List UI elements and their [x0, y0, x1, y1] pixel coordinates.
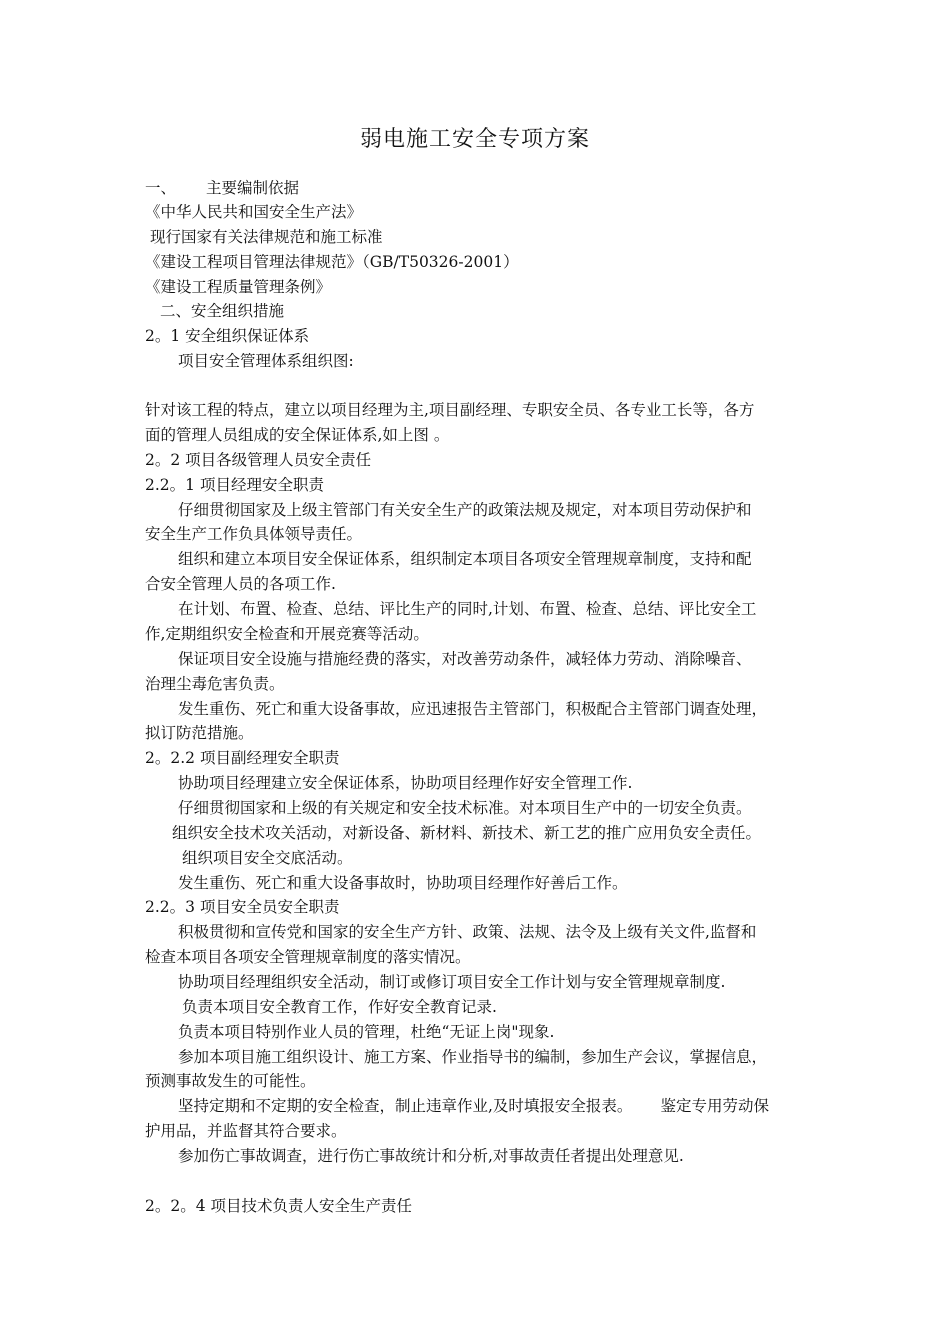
text-line: 安全生产工作负具体领导责任。 [145, 525, 363, 543]
document-title: 弱电施工安全专项方案 [359, 127, 590, 152]
subsection-heading: 2.2。3 项目安全员安全职责 [145, 898, 340, 916]
subsection-heading: 2.2。1 项目经理安全职责 [145, 476, 324, 494]
text-line: 组织项目安全交底活动。 [182, 849, 353, 867]
text-line: 预测事故发生的可能性。 [145, 1072, 316, 1090]
text-line [178, 1094, 858, 1118]
subsection-heading: 2。2。4 项目技术负责人安全生产责任 [145, 1197, 413, 1215]
text-line: 针对该工程的特点，建立以项目经理为主,项目副经理、专职安全员、各专业工长等，各方 [145, 401, 755, 419]
text-line: 负责本项目安全教育工作，作好安全教育记录. [182, 998, 497, 1016]
text-line: 拟订防范措施。 [145, 724, 254, 742]
text-line: 仔细贯彻国家和上级的有关规定和安全技术标准。对本项目生产中的一切安全负责。 [178, 799, 752, 817]
text-line: 发生重伤、死亡和重大设备事故时，协助项目经理作好善后工作。 [178, 874, 628, 892]
section-number: 一、 [145, 179, 177, 197]
text-line: 参加本项目施工组织设计、施工方案、作业指导书的编制，参加生产会议，掌握信息， [178, 1048, 768, 1066]
text-segment: 坚持定期和不定期的安全检查，制止违章作业,及时填报安全报表。 [178, 1097, 633, 1115]
text-line: 检查本项目各项安全管理规章制度的落实情况。 [145, 948, 471, 966]
text-line: 协助项目经理组织安全活动，制订或修订项目安全工作计划与安全管理规章制度. [178, 973, 726, 991]
section-title: 主要编制依据 [206, 179, 300, 197]
subsection-heading: 2。2 项目各级管理人员安全责任 [145, 451, 372, 469]
text-line: 组织和建立本项目安全保证体系，组织制定本项目各项安全管理规章制度，支持和配 [178, 550, 752, 568]
text-line: 仔细贯彻国家及上级主管部门有关安全生产的政策法规及规定，对本项目劳动保护和 [178, 501, 752, 519]
text-line: 发生重伤、死亡和重大设备事故，应迅速报告主管部门，积极配合主管部门调查处理， [178, 700, 768, 718]
text-line: 作,定期组织安全检查和开展竞赛等活动。 [145, 625, 429, 643]
subsection-heading: 2。2.2 项目副经理安全职责 [145, 749, 340, 767]
text-line: 治理尘毒危害负责。 [145, 675, 285, 693]
text-line: 面的管理人员组成的安全保证体系,如上图 。 [145, 426, 450, 444]
text-line: 组织安全技术攻关活动，对新设备、新材料、新技术、新工艺的推广应用负安全责任。 [172, 824, 762, 842]
text-line: 合安全管理人员的各项工作. [145, 575, 336, 593]
text-line: 现行国家有关法律规范和施工标准 [150, 228, 383, 246]
text-line: 《建设工程质量管理条例》 [145, 278, 332, 296]
text-line: 《中华人民共和国安全生产法》 [145, 203, 363, 221]
text-line: 负责本项目特别作业人员的管理，杜绝“无证上岗"现象. [178, 1023, 555, 1041]
section-heading [145, 176, 825, 200]
text-line: 在计划、布置、检查、总结、评比生产的同时,计划、布置、检查、总结、评比安全工 [178, 600, 757, 618]
text-line: 积极贯彻和宣传党和国家的安全生产方针、政策、法规、法令及上级有关文件,监督和 [178, 923, 757, 941]
text-line: 参加伤亡事故调查，进行伤亡事故统计和分析,对事故责任者提出处理意见. [178, 1147, 684, 1165]
text-line: 《建设工程项目管理法律规范》（GB/T50326-2001） [145, 253, 519, 271]
section-heading: 二、安全组织措施 [160, 302, 285, 320]
subsection-heading: 2。1 安全组织保证体系 [145, 327, 310, 345]
text-line: 护用品，并监督其符合要求。 [145, 1122, 347, 1140]
text-line: 项目安全管理体系组织图: [178, 352, 354, 370]
text-line: 保证项目安全设施与措施经费的落实，对改善劳动条件，减轻体力劳动、消除噪音、 [178, 650, 752, 668]
text-segment: 鉴定专用劳动保 [660, 1097, 769, 1115]
text-line: 协助项目经理建立安全保证体系，协助项目经理作好安全管理工作. [178, 774, 633, 792]
